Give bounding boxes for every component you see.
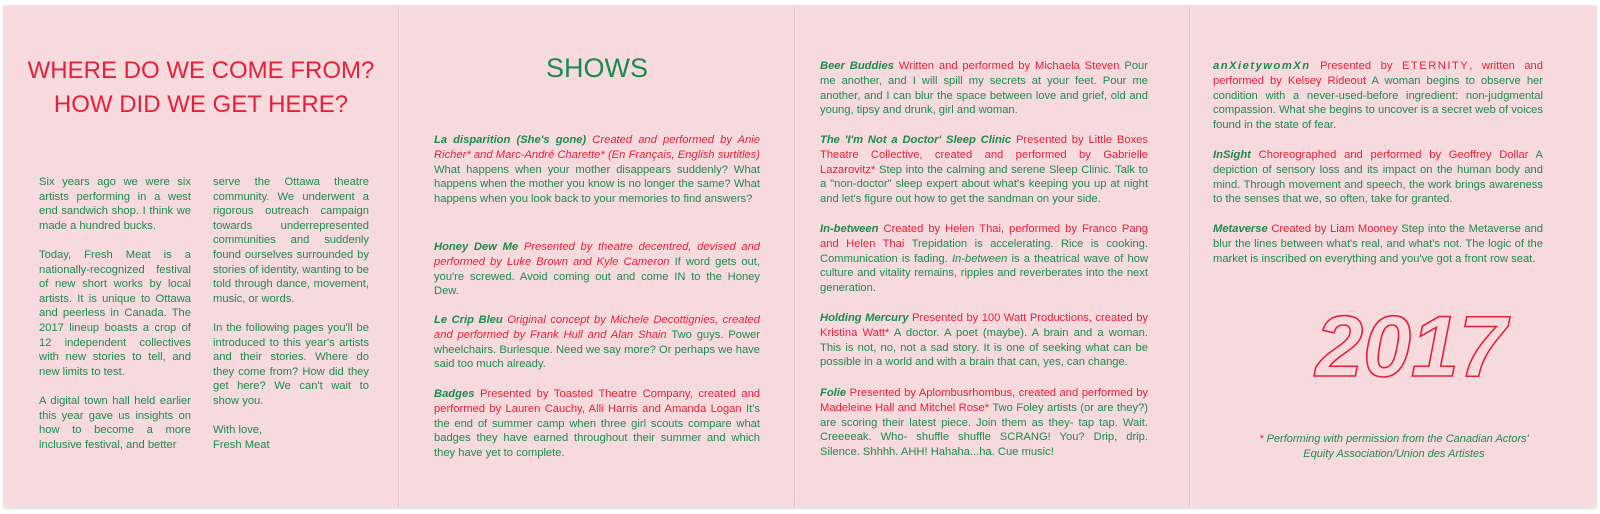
show-title: Metaverse (1213, 223, 1268, 235)
show-credit: Presented by theatre decentred, devised and performed by Luke Brown and Kyle Cameron (434, 241, 761, 268)
show-description: Trepidation is accelerating. Rice is cooking. Communication is fading. (820, 237, 1148, 265)
intro-heading-line1: WHERE DO WE COME FROM? (27, 57, 375, 84)
show-description: Step into the calming and serene Sleep Clinic. Talk to a "non-doctor" sleep expert about what's keeping you up at night and let's figure out how to get the sandman on your side. (820, 163, 1148, 206)
show-title: The 'I'm Not a Doctor' Sleep Clinic (820, 134, 1012, 146)
intro-paragraph: In the following pages you'll be introduced to this year's artists and their stories. Where do they come from? How did they get here? We can't wait to show you. (213, 321, 369, 407)
show-entry (1213, 222, 1543, 266)
panel-shows-continued (796, 6, 1189, 508)
show-description: A woman begins to observe her condition with a never-used-before ingredient: non-judgmental compassion. What she begins to uncover is a secret web of voices found in the state of fear. (1213, 74, 1543, 132)
footnote-line2: Equity Association/Union des Artistes (1303, 448, 1485, 460)
show-title: Le Crip Bleu (434, 314, 503, 326)
equity-footnote (1224, 432, 1564, 462)
show-title: anXietywomXn (1213, 60, 1311, 72)
show-credit: Created by Liam Mooney (1271, 223, 1398, 235)
show-credit: Created by Helen Thai, performed by Franco Pang and Helen Thai (820, 223, 1149, 250)
show-entry (1213, 59, 1543, 133)
show-title: Honey Dew Me (434, 241, 519, 253)
show-title: In-between (820, 223, 879, 235)
show-title: La disparition (She's gone) (434, 134, 587, 146)
show-title: Holding Mercury (820, 312, 909, 324)
show-description: Step into the Metaverse and blur the lines between what's real, and what's not. The logic of the market is inscribed on everything and you've got a front row seat. (1213, 223, 1544, 265)
year-text: 2017 (1315, 306, 1507, 388)
show-entry (820, 311, 1148, 370)
brochure-sheet (4, 6, 1596, 508)
signoff (213, 423, 369, 452)
show-entry (820, 59, 1148, 118)
show-description: A doctor. A poet (maybe). A brain and a woman. This is not, no, not a sad story. It is one of seeking what can be possible in a world and with a brain that can, yes, can change. (820, 326, 1148, 369)
show-description: What happens when your mother disappears suddenly? What happens when the mother you know is no longer the same? What happens when you look back to your memories to find answers? (434, 163, 760, 206)
show-credit-suffix: , written and performed by Kelsey Rideout (1213, 60, 1544, 87)
panel-intro (4, 6, 398, 508)
show-description-italic: In-between (951, 252, 1008, 265)
show-entry (820, 133, 1148, 207)
show-credit-name: ETERNITY (1401, 60, 1470, 72)
show-credit: Original concept by Michele Decottignies, created and performed by Frank Hull and Alan Shain (434, 314, 760, 341)
show-title: Beer Buddies (820, 60, 894, 72)
show-description: A depiction of sensory loss and its impact on the human body and mind. Through movement and speech, the work brings awareness to the senses that we, so often, take for granted. (1213, 149, 1543, 206)
shows-heading: SHOWS (545, 53, 648, 83)
show-credit: Presented by Toasted Theatre Company, created and performed by Lauren Cauchy, Alli Harris and Amanda Logan (434, 388, 761, 415)
intro-paragraph: serve the Ottawa theatre community. We underwent a rigorous outreach campaign towards underrepresented communities and suddenly found ourselves surrounded by stories of identity, wanting to be told through dance, movement, music, or words. (213, 176, 369, 305)
show-description: is a theatrical wave of how culture and vitality remains, ripples and reverberates into the next generation. (820, 252, 1149, 295)
show-title: InSight (1213, 149, 1251, 161)
intro-paragraph: Today, Fresh Meat is a nationally-recognized festival of new short works by local artists. It is unique to Ottawa and peerless in Canada. The 2017 lineup boasts a crop of 12 independent collectives with new stories to tell, and new limits to test. (39, 248, 191, 378)
show-description: If word gets out, you're screwed. Avoid coming out and come IN to the Honey Dew. (434, 255, 760, 298)
panel-shows (400, 6, 794, 508)
show-entry (434, 387, 760, 461)
show-credit: Presented by Aplombusrhombus, created and performed by Madeleine Hall and Mitchel Rose* (820, 387, 1149, 414)
show-entry (820, 222, 1148, 296)
signoff-line1: With love, (213, 424, 263, 437)
show-credit: Choreographed and performed by Geoffrey Dollar (1258, 149, 1529, 161)
show-entry (1213, 148, 1543, 207)
intro-paragraph: Six years ago we were six artists performing in a west end sandwich shop. I think we made a hundred bucks. (39, 176, 191, 232)
show-title: Badges (434, 388, 475, 400)
show-entry (820, 386, 1148, 460)
show-title: Folie (820, 387, 847, 399)
show-description: Pour me another, and I will spill my secrets at your feet. Pour me another, and I can blur the space between love and grief, old and young, tipsy and drunk, girl and woman. (820, 60, 1149, 117)
show-description: It's the end of summer camp when three girl scouts compare what badges they have earned throughout their summer and which they have yet to complete. (434, 402, 760, 460)
show-credit: Written and performed by Michaela Steven (898, 60, 1120, 72)
show-credit-prefix: Presented by (1320, 60, 1393, 72)
show-credit: Presented by Little Boxes Theatre Collective, created and performed by Gabrielle Lazarovitz* (820, 134, 1148, 176)
intro-heading-line2: HOW DID WE GET HERE? (53, 91, 349, 118)
show-credit: Presented by 100 Watt Productions, created by Kristina Watt* (820, 312, 1149, 339)
show-description: Two guys. Power wheelchairs. Burlesque. Need we say more? Or perhaps we have said too much already. (434, 328, 761, 371)
signoff-line2: Fresh Meat (213, 438, 270, 451)
footnote-star: * (1259, 433, 1264, 445)
show-credit: Created and performed by Anie Richer* and Marc-André Charette* (En Français, English surtitles) (434, 134, 761, 161)
show-description: Two Foley artists (or are they?) are scoring their latest piece. Join them as they- tap tap. Wait. Creeeeak. Who- shuffle shuffle SCRANG! You? Drip, drip. Silence. Shhhh. AHH! Hahaha...ha. Cue music! (820, 401, 1148, 459)
intro-right-column (213, 175, 369, 452)
intro-left-column (39, 175, 191, 467)
year-outline (1266, 306, 1556, 388)
show-entry (434, 133, 760, 207)
footnote-line1: Performing with permission from the Canadian Actors' (1266, 433, 1529, 445)
show-entry (434, 240, 760, 299)
intro-paragraph: A digital town hall held earlier this year gave us insights on how to become a more inclusive festival, and better (39, 394, 191, 451)
show-entry (434, 313, 760, 372)
